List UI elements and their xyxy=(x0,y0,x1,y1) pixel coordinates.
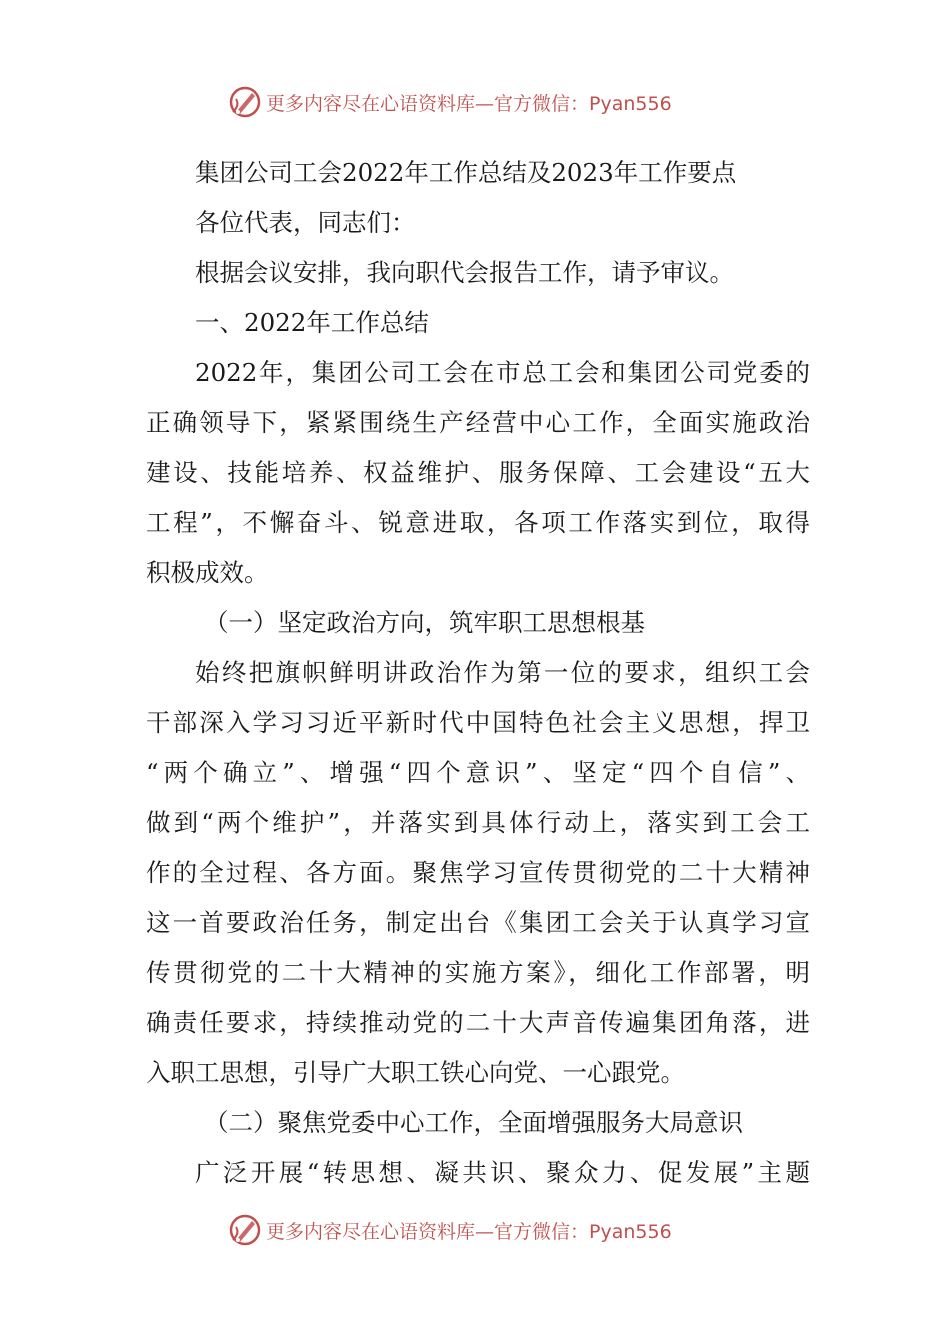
paragraph-line: 工程”，不懈奋斗、锐意进取，各项工作落实到位，取得 xyxy=(146,508,810,537)
paragraph-line: 做到“两个维护”，并落实到具体行动上，落实到工会工 xyxy=(146,808,810,837)
banner-text xyxy=(266,89,672,116)
header-banner xyxy=(228,82,748,122)
banner-text-id: Pyan556 xyxy=(589,92,672,115)
paragraph-line: 积极成效。 xyxy=(146,558,269,587)
paragraph-line: 2022年，集团公司工会在市总工会和集团公司党委的 xyxy=(195,358,810,387)
paragraph-line: 这一首要政治任务，制定出台《集团工会关于认真学习宣 xyxy=(146,908,810,937)
paragraph-line: 干部深入学习习近平新时代中国特色社会主义思想，捍卫 xyxy=(146,708,810,737)
banner-text xyxy=(266,1217,672,1244)
paragraph-line: 确责任要求，持续推动党的二十大声音传遍集团角落，进 xyxy=(146,1008,810,1037)
subsection-heading: （二）聚焦党委中心工作，全面增强服务大局意识 xyxy=(204,1108,743,1137)
paragraph-line: 传贯彻党的二十大精神的实施方案》，细化工作部署，明 xyxy=(146,958,810,987)
paragraph-line: 始终把旗帜鲜明讲政治作为第一位的要求，组织工会 xyxy=(195,658,810,687)
paragraph-line: 建设、技能培养、权益维护、服务保障、工会建设“五大 xyxy=(146,458,810,487)
banner-text-main: 更多内容尽在心语资料库—官方微信： xyxy=(266,1220,590,1243)
pen-logo-icon xyxy=(228,1213,262,1247)
paragraph-line: 作的全过程、各方面。聚焦学习宣传贯彻党的二十大精神 xyxy=(146,858,810,887)
paragraph-line: 广泛开展“转思想、凝共识、聚众力、促发展”主题 xyxy=(195,1158,810,1187)
banner-text-id: Pyan556 xyxy=(589,1220,672,1243)
document-body xyxy=(146,148,810,1198)
paragraph-line: 正确领导下，紧紧围绕生产经营中心工作，全面实施政治 xyxy=(146,408,810,437)
paragraph-line: “两个确立”、增强“四个意识”、坚定“四个自信”、 xyxy=(146,758,810,787)
subsection-heading: （一）坚定政治方向，筑牢职工思想根基 xyxy=(204,608,645,637)
intro-paragraph: 根据会议安排，我向职代会报告工作，请予审议。 xyxy=(195,258,734,287)
salutation: 各位代表，同志们： xyxy=(195,208,416,237)
footer-banner xyxy=(228,1210,748,1250)
paragraph-line: 入职工思想，引导广大职工铁心向党、一心跟党。 xyxy=(146,1058,685,1087)
document-title: 集团公司工会2022年工作总结及2023年工作要点 xyxy=(195,158,737,187)
banner-text-main: 更多内容尽在心语资料库—官方微信： xyxy=(266,92,590,115)
pen-logo-icon xyxy=(228,85,262,119)
section-heading: 一、2022年工作总结 xyxy=(195,308,429,337)
